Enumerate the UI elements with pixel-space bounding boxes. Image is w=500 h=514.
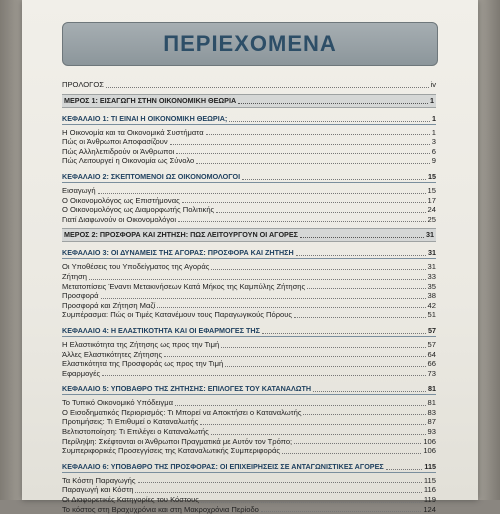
toc-entry — [62, 291, 436, 301]
leader-dots — [313, 391, 426, 392]
chapter-page: 81 — [428, 384, 436, 394]
leader-dots — [182, 202, 426, 203]
preface-label: ΠΡΟΛΟΓΟΣ — [62, 80, 104, 89]
leader-dots — [238, 103, 428, 104]
part-page: 1 — [430, 95, 434, 105]
entry-label: Εφαρμογές — [62, 368, 101, 378]
chapter-label: ΚΕΦΑΛΑΙΟ 2: ΣΚΕΠΤΟΜΕΝΟΙ ΩΣ ΟΙΚΟΝΟΜΟΛΟΓΟΙ — [62, 171, 241, 181]
chapter-page: 115 — [424, 461, 436, 471]
entry-page: 106 — [423, 446, 436, 456]
entry-page: 106 — [423, 436, 436, 446]
entry-page: 66 — [427, 359, 436, 369]
entry-label: Ο Εισοδηματικός Περιορισμός: Τι Μπορεί να Αποκτήσει ο Καταναλωτής — [62, 407, 302, 417]
entry-label: Οι Διαφορετικές Κατηγορίες του Κόστους — [62, 495, 199, 505]
entry-page: 119 — [423, 495, 436, 505]
leader-dots — [175, 405, 426, 406]
chapter-heading — [62, 113, 436, 125]
entry-page: 25 — [427, 214, 436, 224]
chapter-page: 57 — [428, 325, 436, 335]
entry-label: Συμπεριφορικές Προσεγγίσεις της Καταναλωτικής Συμπεριφοράς — [62, 446, 281, 456]
leader-dots — [242, 179, 426, 180]
toc-entry — [62, 359, 436, 369]
entry-page: 83 — [427, 407, 436, 417]
chapter-page: 1 — [432, 113, 436, 123]
leader-dots — [307, 288, 425, 289]
entry-page: 42 — [427, 300, 436, 310]
entry-label: Μετατοπίσεις Έναντι Μετακινήσεων Κατά Μήκος της Καμπύλης Ζήτησης — [62, 281, 306, 291]
entry-page: 81 — [427, 398, 436, 408]
chapter-label: ΚΕΦΑΛΑΙΟ 1: ΤΙ ΕΙΝΑΙ Η ΟΙΚΟΝΟΜΙΚΗ ΘΕΩΡΙΑ; — [62, 113, 228, 123]
toc-title-banner — [62, 22, 438, 66]
entry-label: Τα Κόστη Παραγωγής — [62, 475, 136, 485]
toc-entry — [62, 262, 436, 272]
leader-dots — [229, 121, 430, 122]
toc-entry — [62, 215, 436, 225]
entry-label: Γιατί Διαφωνούν οι Οικονομολόγοι — [62, 214, 177, 224]
leader-dots — [176, 153, 429, 154]
book-cover-edge — [0, 0, 22, 500]
entry-label: Το κόστος στη Βραχυχρόνια και στη Μακροχρόνια Περίοδο — [62, 504, 259, 514]
book-right-edge — [478, 0, 500, 500]
entry-label: Ελαστικότητα της Προσφοράς ως προς την Τιμή — [62, 359, 224, 369]
entry-label: Προτιμήσεις: Τι Επιθυμεί ο Καταναλωτής — [62, 417, 199, 427]
leader-dots — [106, 87, 429, 88]
entry-label: Εισαγωγή — [62, 185, 96, 195]
entry-page: 38 — [427, 291, 436, 301]
leader-dots — [261, 511, 421, 512]
leader-dots — [164, 356, 425, 357]
toc-entry — [62, 427, 436, 437]
leader-dots — [386, 469, 423, 470]
preface-row — [62, 80, 436, 90]
entry-label: Ο Οικονομολόγος ως Διαμορφωτής Πολιτικής — [62, 205, 215, 215]
entry-page: 116 — [423, 485, 436, 495]
leader-dots — [170, 144, 430, 145]
entry-page: 3 — [431, 137, 436, 147]
chapter-label: ΚΕΦΑΛΑΙΟ 3: ΟΙ ΔΥΝΑΜΕΙΣ ΤΗΣ ΑΓΟΡΑΣ: ΠΡΟΣΦΟΡΑ ΚΑΙ ΖΗΤΗΣΗ — [62, 248, 294, 258]
chapter-page: 15 — [428, 171, 436, 181]
leader-dots — [216, 212, 425, 213]
entry-label: Προσφορά και Ζήτηση Μαζί — [62, 300, 156, 310]
toc-entry — [62, 147, 436, 157]
leader-dots — [102, 375, 425, 376]
chapter-label: ΚΕΦΑΛΑΙΟ 6: ΥΠΟΒΑΘΡΟ ΤΗΣ ΠΡΟΣΦΟΡΑΣ: ΟΙ ΕΠΙΧΕΙΡΗΣΕΙΣ ΣΕ ΑΝΤΑΓΩΝΙΣΤΙΚΕΣ ΑΓΟΡΕΣ — [62, 461, 384, 471]
entry-page: 51 — [427, 310, 436, 320]
leader-dots — [221, 347, 425, 348]
entry-label: Παραγωγή και Κόστη — [62, 485, 134, 495]
toc-entry — [62, 310, 436, 320]
entry-label: Το Τυπικό Οικονομικό Υπόδειγμα — [62, 398, 173, 408]
leader-dots — [138, 482, 422, 483]
leader-dots — [225, 366, 425, 367]
toc-entry — [62, 476, 436, 486]
leader-dots — [211, 269, 425, 270]
chapter-heading — [62, 325, 436, 337]
entry-page: 31 — [427, 262, 436, 272]
entry-page: 87 — [427, 417, 436, 427]
entry-label: Βελτιστοποίηση: Τι Επιλέγει ο Καταναλωτής — [62, 427, 209, 437]
entry-page: 57 — [427, 339, 436, 349]
leader-dots — [303, 414, 425, 415]
entry-label: Ζήτηση — [62, 271, 87, 281]
entry-page: 124 — [423, 504, 436, 514]
toc-entry — [62, 205, 436, 215]
entry-label: Πώς Λειτουργεί η Οικονομία ως Σύνολο — [62, 156, 195, 166]
entry-page: 64 — [427, 349, 436, 359]
toc-entry — [62, 282, 436, 292]
leader-dots — [201, 502, 422, 503]
leader-dots — [178, 221, 426, 222]
toc-entry — [62, 446, 436, 456]
leader-dots — [282, 453, 421, 454]
toc-entry — [62, 186, 436, 196]
leader-dots — [98, 193, 426, 194]
entry-page: 33 — [427, 271, 436, 281]
leader-dots — [101, 298, 426, 299]
entry-page: 17 — [427, 195, 436, 205]
entry-label: Η Οικονομία και τα Οικονομικά Συστήματα — [62, 127, 204, 137]
entry-page: 6 — [431, 146, 436, 156]
leader-dots — [296, 255, 426, 256]
entry-page: 93 — [427, 427, 436, 437]
toc-entry — [62, 505, 436, 514]
entry-label: Ο Οικονομολόγος ως Επιστήμονας — [62, 195, 180, 205]
leader-dots — [206, 134, 430, 135]
table-of-contents — [62, 80, 436, 514]
entry-page: 15 — [427, 185, 436, 195]
entry-label: Συμπέρασμα: Πώς οι Τιμές Κατανέμουν τους Παραγωγικούς Πόρους — [62, 310, 293, 320]
entry-label: Πώς οι Άνθρωποι Αποφασίζουν — [62, 137, 168, 147]
leader-dots — [300, 237, 424, 238]
entry-label: Η Ελαστικότητα της Ζήτησης ως προς την Τιμή — [62, 339, 220, 349]
entry-page: 9 — [431, 156, 436, 166]
part-page: 31 — [426, 230, 434, 240]
entry-label: Περίληψη: Σκέφτονται οι Άνθρωποι Πραγματικά με Αυτόν τον Τρόπο; — [62, 436, 293, 446]
part-label: ΜΕΡΟΣ 1: ΕΙΣΑΓΩΓΗ ΣΤΗΝ ΟΙΚΟΝΟΜΙΚΗ ΘΕΩΡΙΑ — [64, 95, 237, 105]
toc-entry — [62, 398, 436, 408]
chapter-heading — [62, 171, 436, 183]
entry-page: 73 — [427, 368, 436, 378]
toc-entry — [62, 128, 436, 138]
toc-entry — [62, 408, 436, 418]
leader-dots — [211, 434, 426, 435]
chapter-label: ΚΕΦΑΛΑΙΟ 5: ΥΠΟΒΑΘΡΟ ΤΗΣ ΖΗΤΗΣΗΣ: ΕΠΙΛΟΓΕΣ ΤΟΥ ΚΑΤΑΝΑΛΩΤΗ — [62, 384, 312, 394]
book-page — [22, 0, 478, 514]
toc-entry — [62, 340, 436, 350]
chapter-heading — [62, 247, 436, 259]
leader-dots — [294, 317, 425, 318]
leader-dots — [196, 163, 430, 164]
entry-page: 1 — [431, 127, 436, 137]
toc-entry — [62, 369, 436, 379]
toc-entry — [62, 272, 436, 282]
toc-entry — [62, 137, 436, 147]
leader-dots — [262, 333, 426, 334]
toc-entry — [62, 485, 436, 495]
toc-entry — [62, 301, 436, 311]
leader-dots — [200, 424, 425, 425]
toc-entry — [62, 437, 436, 447]
part-label: ΜΕΡΟΣ 2: ΠΡΟΣΦΟΡΑ ΚΑΙ ΖΗΤΗΣΗ: ΠΩΣ ΛΕΙΤΟΥΡΓΟΥΝ ΟΙ ΑΓΟΡΕΣ — [64, 230, 298, 240]
entry-label: Άλλες Ελαστικότητες Ζήτησης — [62, 349, 163, 359]
leader-dots — [294, 443, 421, 444]
entry-page: 115 — [423, 475, 436, 485]
toc-entry — [62, 350, 436, 360]
toc-entry — [62, 417, 436, 427]
entry-label: Πώς Αλληλεπιδρούν οι Άνθρωποι — [62, 146, 175, 156]
entry-page: 35 — [427, 281, 436, 291]
entry-label: Προσφορά — [62, 291, 99, 301]
leader-dots — [89, 279, 426, 280]
entry-page: 24 — [427, 205, 436, 215]
toc-entry — [62, 196, 436, 206]
chapter-heading — [62, 461, 436, 473]
entry-label: Οι Υποθέσεις του Υποδείγματος της Αγοράς — [62, 262, 210, 272]
leader-dots — [135, 492, 421, 493]
part-heading — [62, 94, 436, 108]
chapter-heading — [62, 383, 436, 395]
part-heading — [62, 228, 436, 242]
leader-dots — [157, 307, 425, 308]
toc-entry — [62, 156, 436, 166]
preface-page: iv — [430, 80, 436, 89]
page-title: ΠΕΡΙΕΧΟΜΕΝΑ — [163, 31, 337, 56]
chapter-page: 31 — [428, 248, 436, 258]
chapter-label: ΚΕΦΑΛΑΙΟ 4: Η ΕΛΑΣΤΙΚΟΤΗΤΑ ΚΑΙ ΟΙ ΕΦΑΡΜΟΓΕΣ ΤΗΣ — [62, 325, 260, 335]
